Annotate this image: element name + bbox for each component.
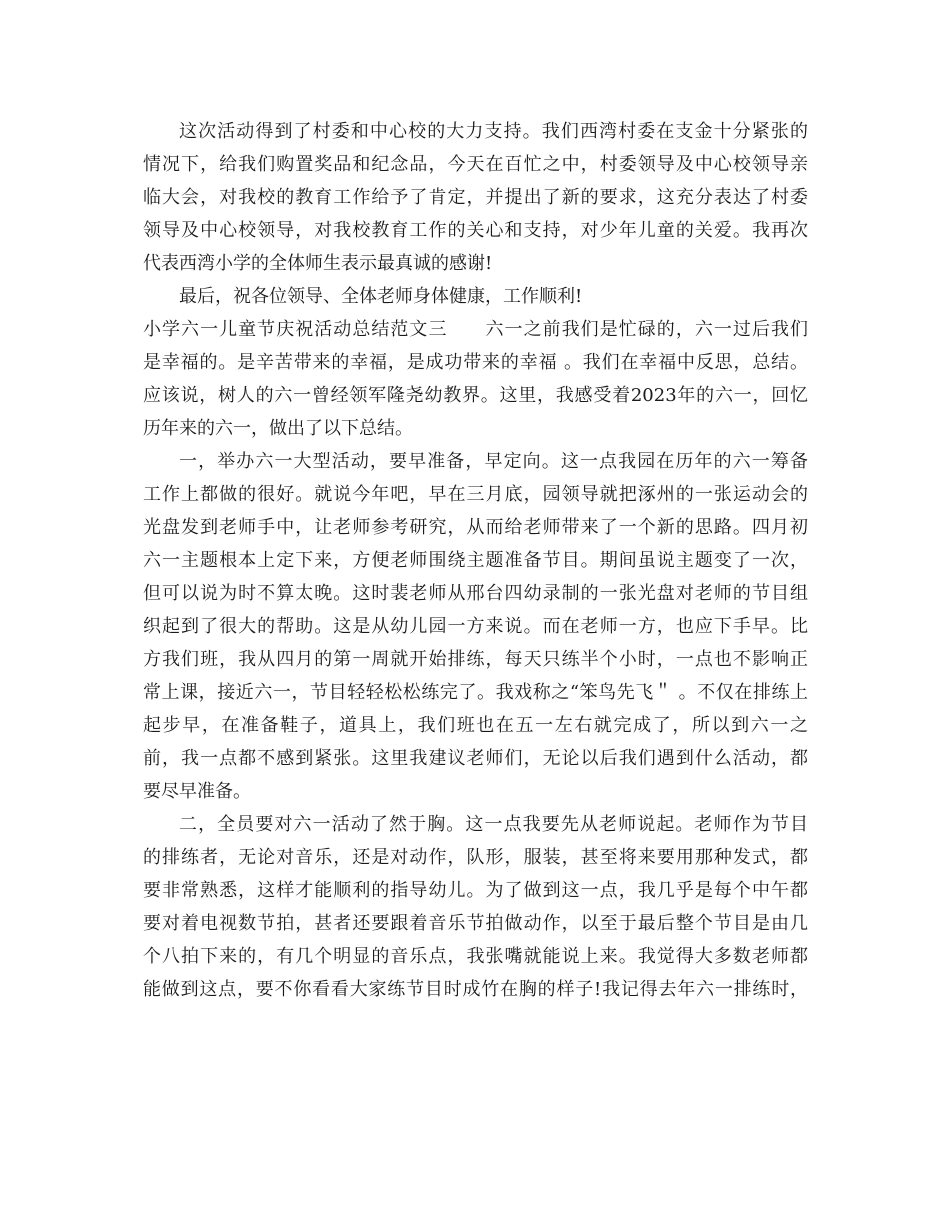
text-line: 是幸福的。是辛苦带来的幸福，是成功带来的幸福 。我们在幸福中反思，总结。 [143, 352, 808, 373]
text-line: 方我们班，我从四月的第一周就开始排练，每天只练半个小时，一点也不影响正 [143, 649, 808, 670]
text-line: 个八拍下来的，有几个明显的音乐点，我张嘴就能说上来。我觉得大多数老师都 [143, 946, 808, 967]
document-body [143, 115, 808, 1006]
text-line: 这次活动得到了村委和中心校的大力支持。我们西湾村委在支金十分紧张的 [179, 121, 808, 142]
text-line: 但可以说为时不算太晚。这时裴老师从邢台四幼录制的一张光盘对老师的节目组 [143, 583, 808, 604]
text-line: 要尽早准备。 [143, 781, 251, 802]
text-line: 能做到这点，要不你看看大家练节目时成竹在胸的样子!我记得去年六一排练时， [143, 979, 808, 1000]
text-line: 二，全员要对六一活动了然于胸。这一点我要先从老师说起。老师作为节目 [179, 814, 808, 835]
text-line: 的排练者，无论对音乐，还是对动作，队形，服装，甚至将来要用那种发式，都 [143, 847, 808, 868]
text-line: 小学六一儿童节庆祝活动总结范文三 六一之前我们是忙碌的，六一过后我们 [143, 319, 808, 340]
text-line: 常上课，接近六一，节目轻轻松松练完了。我戏称之“笨鸟先飞＂ 。不仅在排练上 [143, 682, 808, 703]
text-line: 织起到了很大的帮助。这是从幼儿园一方来说。而在老师一方，也应下手早。比 [143, 616, 808, 637]
text-line: 代表西湾小学的全体师生表示最真诚的感谢! [143, 253, 493, 274]
text-line: 应该说，树人的六一曾经领军隆尧幼教界。这里，我感受着2023年的六一，回忆 [143, 385, 808, 406]
text-line: 最后，祝各位领导、全体老师身体健康，工作顺利! [179, 286, 583, 307]
text-line: 起步早，在准备鞋子，道具上，我们班也在五一左右就完成了，所以到六一之 [143, 715, 808, 736]
text-line: 前，我一点都不感到紧张。这里我建议老师们，无论以后我们遇到什么活动，都 [143, 748, 808, 769]
text-line: 六一主题根本上定下来，方便老师围绕主题准备节目。期间虽说主题变了一次， [143, 550, 808, 571]
text-line: 情况下，给我们购置奖品和纪念品，今天在百忙之中，村委领导及中心校领导亲 [143, 154, 808, 175]
text-line: 领导及中心校领导，对我校教育工作的关心和支持，对少年儿童的关爱。我再次 [143, 220, 808, 241]
text-line: 要非常熟悉，这样才能顺利的指导幼儿。为了做到这一点，我几乎是每个中午都 [143, 880, 808, 901]
text-line: 要对着电视数节拍，甚者还要跟着音乐节拍做动作，以至于最后整个节目是由几 [143, 913, 808, 934]
text-line: 临大会，对我校的教育工作给予了肯定，并提出了新的要求，这充分表达了村委 [143, 187, 808, 208]
text-line: 工作上都做的很好。就说今年吧，早在三月底，园领导就把涿州的一张运动会的 [143, 484, 808, 505]
text-line: 一，举办六一大型活动，要早准备，早定向。这一点我园在历年的六一筹备 [179, 451, 808, 472]
text-line: 光盘发到老师手中，让老师参考研究，从而给老师带来了一个新的思路。四月初 [143, 517, 808, 538]
text-line: 历年来的六一，做出了以下总结。 [143, 418, 413, 439]
